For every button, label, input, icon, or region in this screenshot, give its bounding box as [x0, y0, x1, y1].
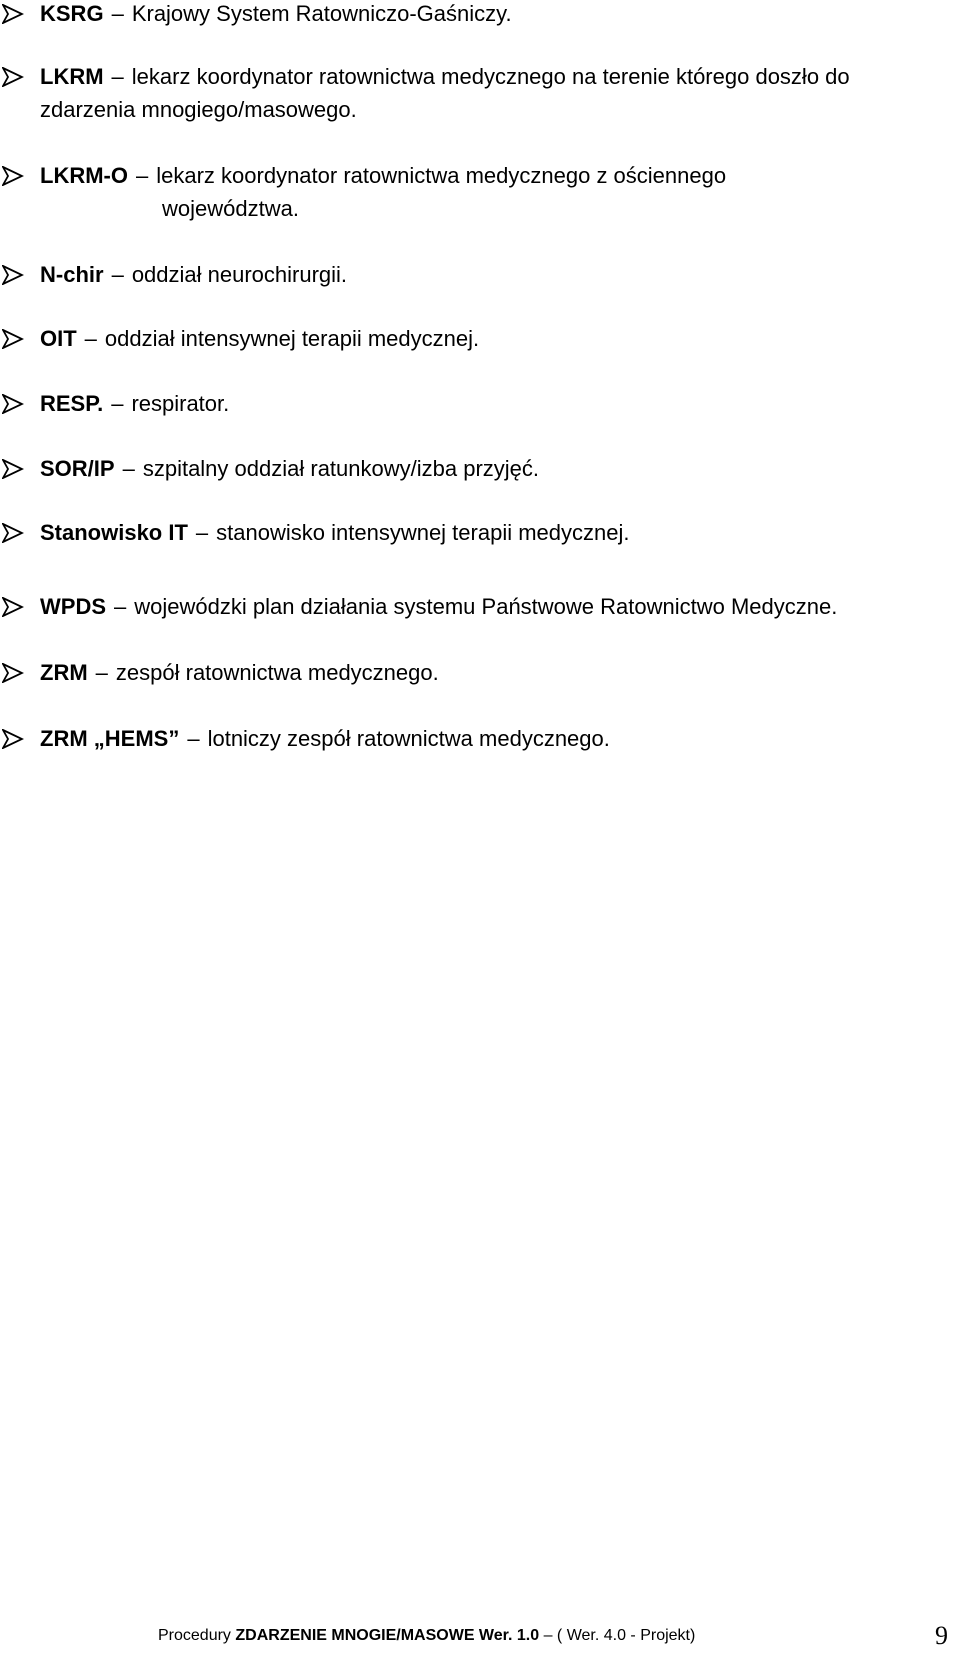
dash: –: [122, 456, 135, 481]
dash: –: [135, 163, 149, 188]
arrowhead-bullet-icon: [0, 516, 30, 549]
abbreviation: ZRM: [40, 660, 88, 685]
abbreviation: Stanowisko IT: [40, 520, 188, 545]
dash: –: [111, 262, 124, 287]
dash: –: [95, 660, 108, 685]
dash: –: [84, 326, 97, 351]
abbreviation: N-chir: [40, 262, 104, 287]
list-item-text: [40, 516, 629, 549]
abbreviation: ZRM „HEMS”: [40, 726, 180, 751]
page-number: 9: [935, 1621, 948, 1650]
arrowhead-bullet-icon: [0, 722, 30, 755]
definition: lekarz koordynator ratownictwa medycznego na terenie którego doszło do: [131, 64, 850, 89]
definition: respirator.: [131, 391, 230, 416]
page-footer: [158, 1626, 695, 1646]
definition: Krajowy System Ratowniczo-Gaśniczy.: [131, 1, 512, 26]
list-item-text: [40, 656, 439, 689]
definition: stanowisko intensywnej terapii medycznej.: [216, 520, 630, 545]
abbreviation: SOR/IP: [40, 456, 115, 481]
arrowhead-bullet-icon: [0, 590, 30, 623]
definition: lekarz koordynator ratownictwa medycznego z ościennego: [156, 163, 727, 188]
list-item-text: [40, 722, 610, 755]
definition: oddział intensywnej terapii medycznej.: [104, 326, 480, 351]
definition: zespół ratownictwa medycznego.: [115, 660, 439, 685]
definition: wojewódzki plan działania systemu Państwowe Ratownictwo Medyczne.: [134, 594, 838, 619]
list-item-text: [40, 159, 726, 192]
abbreviation: LKRM: [40, 64, 104, 89]
list-item-text: [40, 387, 229, 420]
dash: –: [195, 520, 209, 545]
list-item-text: [40, 0, 512, 30]
abbreviation: RESP.: [40, 391, 104, 416]
arrowhead-bullet-icon: [0, 387, 30, 420]
arrowhead-bullet-icon: [0, 322, 30, 355]
abbreviation: WPDS: [40, 594, 106, 619]
list-item-text: [40, 452, 539, 485]
definition: szpitalny oddział ratunkowy/izba przyjęć.: [142, 456, 540, 481]
arrowhead-bullet-icon: [0, 60, 30, 93]
arrowhead-bullet-icon: [0, 656, 30, 689]
list-item-text: [40, 60, 850, 93]
footer-version: – ( Wer. 4.0 - Projekt): [539, 1627, 696, 1644]
abbreviation: KSRG: [40, 1, 104, 26]
list-item-text: [40, 258, 347, 291]
arrowhead-bullet-icon: [0, 159, 30, 192]
dash: –: [114, 594, 127, 619]
list-item-text: [40, 322, 479, 355]
abbreviation: LKRM-O: [40, 163, 128, 188]
footer-document-title: ZDARZENIE MNOGIE/MASOWE Wer. 1.0: [235, 1627, 540, 1644]
definition-continuation: województwa.: [162, 196, 299, 221]
definition-continuation: zdarzenia mnogiego/masowego.: [40, 97, 357, 122]
arrowhead-bullet-icon: [0, 452, 30, 485]
definition: oddział neurochirurgii.: [131, 262, 348, 287]
dash: –: [111, 391, 124, 416]
arrowhead-bullet-icon: [0, 0, 30, 30]
list-item-text: [40, 590, 837, 623]
definition: lotniczy zespół ratownictwa medycznego.: [207, 726, 610, 751]
arrowhead-bullet-icon: [0, 258, 30, 291]
dash: –: [111, 1, 124, 26]
dash: –: [187, 726, 200, 751]
footer-prefix: Procedury: [158, 1627, 236, 1644]
dash: –: [111, 64, 124, 89]
abbreviation: OIT: [40, 326, 77, 351]
